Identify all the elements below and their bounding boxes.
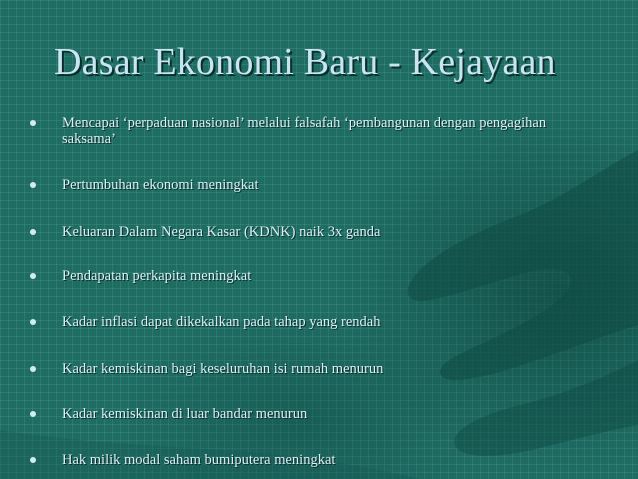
bullet-dot-icon	[30, 319, 36, 325]
bullet-text: Pendapatan perkapita meningkat	[62, 268, 252, 284]
bullet-dot-icon	[30, 366, 36, 372]
bullet-text: Kadar kemiskinan bagi keseluruhan isi rumah menurun	[62, 361, 384, 377]
bullet-text: Hak milik modal saham bumiputera meningkat	[62, 452, 336, 468]
bullet-item	[30, 452, 590, 468]
bullet-item	[30, 115, 590, 147]
bullet-dot-icon	[30, 457, 36, 463]
bullet-item	[30, 224, 590, 240]
bullet-dot-icon	[30, 182, 36, 188]
bullet-item	[30, 361, 590, 377]
bullet-item	[30, 268, 590, 284]
bullet-dot-icon	[30, 411, 36, 417]
bullet-text: Kadar inflasi dapat dikekalkan pada tahap yang rendah	[62, 314, 381, 330]
bullet-dot-icon	[30, 120, 36, 126]
bullet-text: Mencapai ‘perpaduan nasional’ melalui falsafah ‘pembangunan dengan pengagihan saksama’	[62, 115, 547, 147]
bullet-item	[30, 314, 590, 330]
bullet-item	[30, 177, 590, 193]
bullet-dot-icon	[30, 273, 36, 279]
bullet-dot-icon	[30, 229, 36, 235]
bullet-text: Pertumbuhan ekonomi meningkat	[62, 177, 259, 193]
bullet-item	[30, 406, 590, 422]
bullet-text: Kadar kemiskinan di luar bandar menurun	[62, 406, 308, 422]
slide-title: Dasar Ekonomi Baru - Kejayaan	[54, 41, 556, 83]
bullet-text: Keluaran Dalam Negara Kasar (KDNK) naik 3x ganda	[62, 224, 381, 240]
